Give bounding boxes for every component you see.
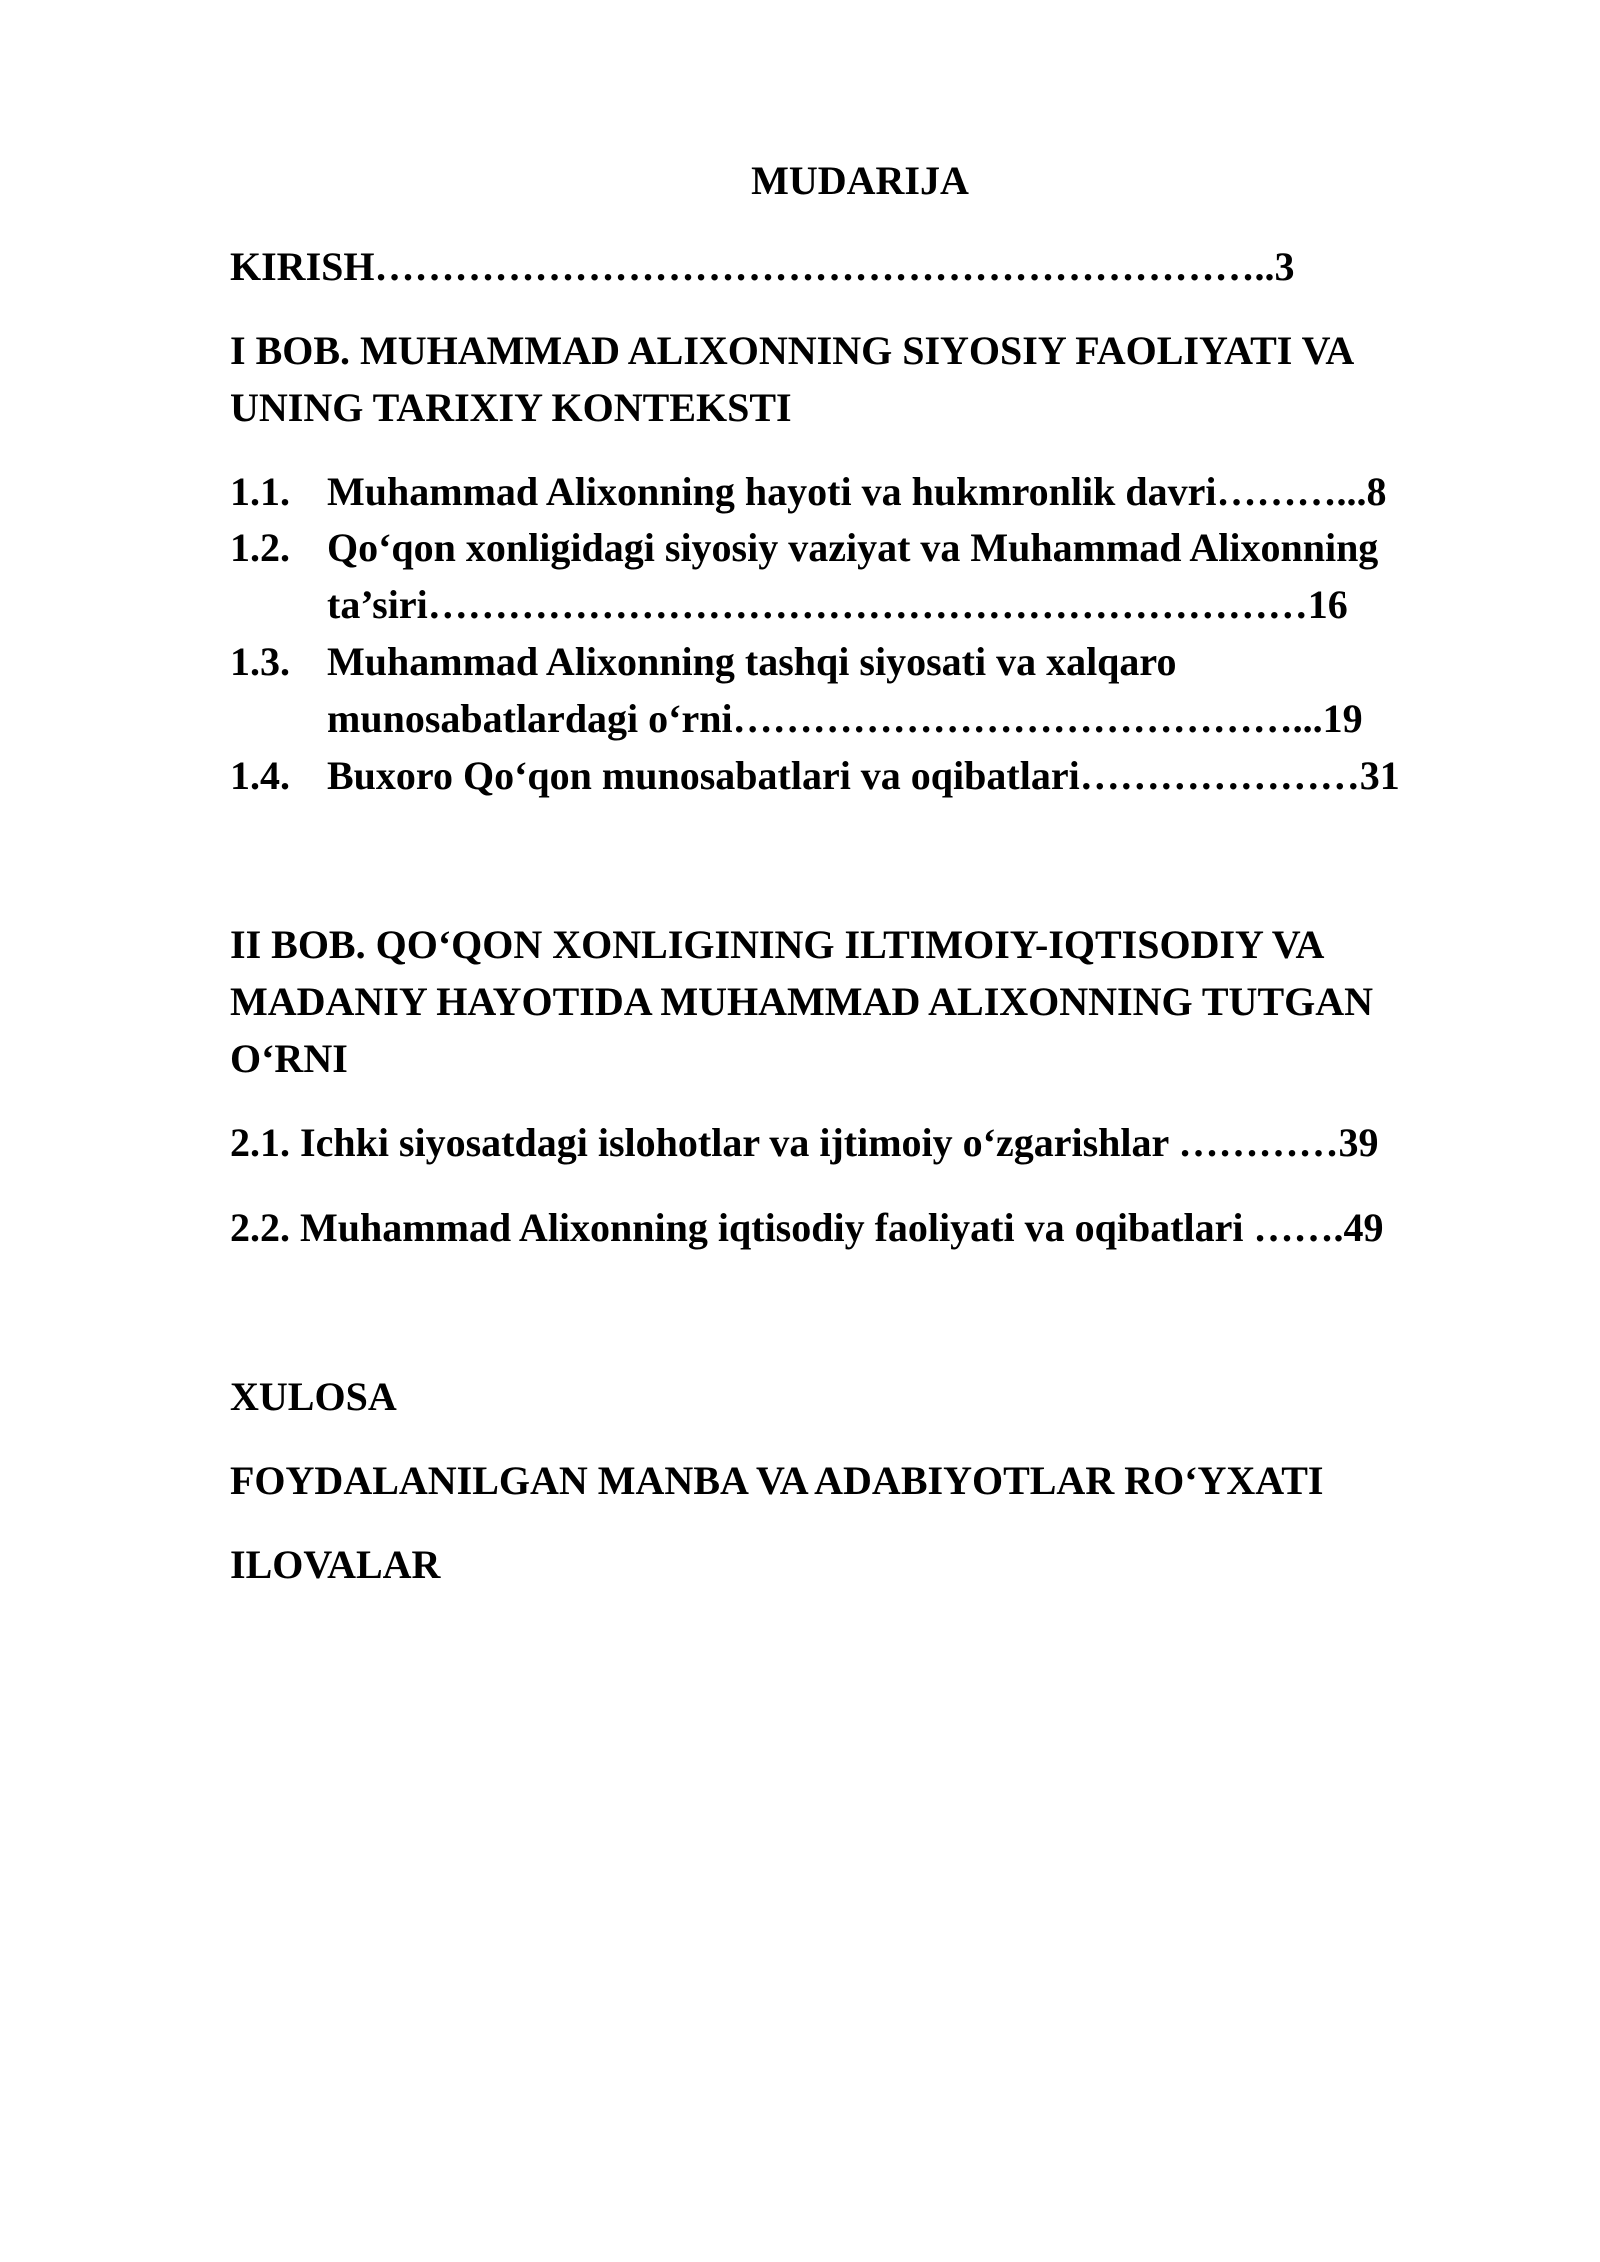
chapter2-heading-line3: O‘RNI xyxy=(230,1036,348,1081)
toc-entry-xulosa: XULOSA xyxy=(230,1374,397,1419)
toc-entry-references: FOYDALANILGAN MANBA VA ADABIYOTLAR RO‘YXATI xyxy=(230,1458,1324,1503)
page-title: MUDARIJA xyxy=(751,158,969,203)
toc-item-number: 1.3. xyxy=(230,639,290,684)
chapter1-heading-line2: UNING TARIXIY KONTEKSTI xyxy=(230,385,792,430)
toc-item-text: Muhammad Alixonning hayoti va hukmronlik davri………...8 xyxy=(327,469,1387,514)
toc-item-text-continued: ta’siri…………………………………………………………16 xyxy=(327,582,1348,627)
chapter2-heading-line2: MADANIY HAYOTIDA MUHAMMAD ALIXONNING TUTGAN xyxy=(230,979,1374,1024)
chapter1-heading-line1: I BOB. MUHAMMAD ALIXONNING SIYOSIY FAOLIYATI VA xyxy=(230,328,1355,373)
toc-item-text: Qo‘qon xonligidagi siyosiy vaziyat va Muhammad Alixonning xyxy=(327,525,1379,570)
toc-entry-appendices: ILOVALAR xyxy=(230,1542,441,1587)
toc-item-number: 1.4. xyxy=(230,753,290,798)
toc-item-2-1: 2.1. Ichki siyosatdagi islohotlar va ijtimoiy o‘zgarishlar …………39 xyxy=(230,1120,1379,1165)
chapter2-heading-line1: II BOB. QO‘QON XONLIGINING ILTIMOIY-IQTISODIY VA xyxy=(230,922,1325,967)
toc-entry-kirish: KIRISH…………………………………………………………..3 xyxy=(230,244,1295,289)
toc-item-number: 1.2. xyxy=(230,525,290,570)
toc-item-text-continued: munosabatlardagi o‘rni……………………………………...19 xyxy=(327,696,1363,741)
toc-item-text: Muhammad Alixonning tashqi siyosati va xalqaro xyxy=(327,639,1177,684)
toc-item-number: 1.1. xyxy=(230,469,290,514)
toc-item-2-2: 2.2. Muhammad Alixonning iqtisodiy faoliyati va oqibatlari …….49 xyxy=(230,1205,1384,1250)
toc-item-text: Buxoro Qo‘qon munosabatlari va oqibatlari…………………31 xyxy=(327,753,1400,798)
